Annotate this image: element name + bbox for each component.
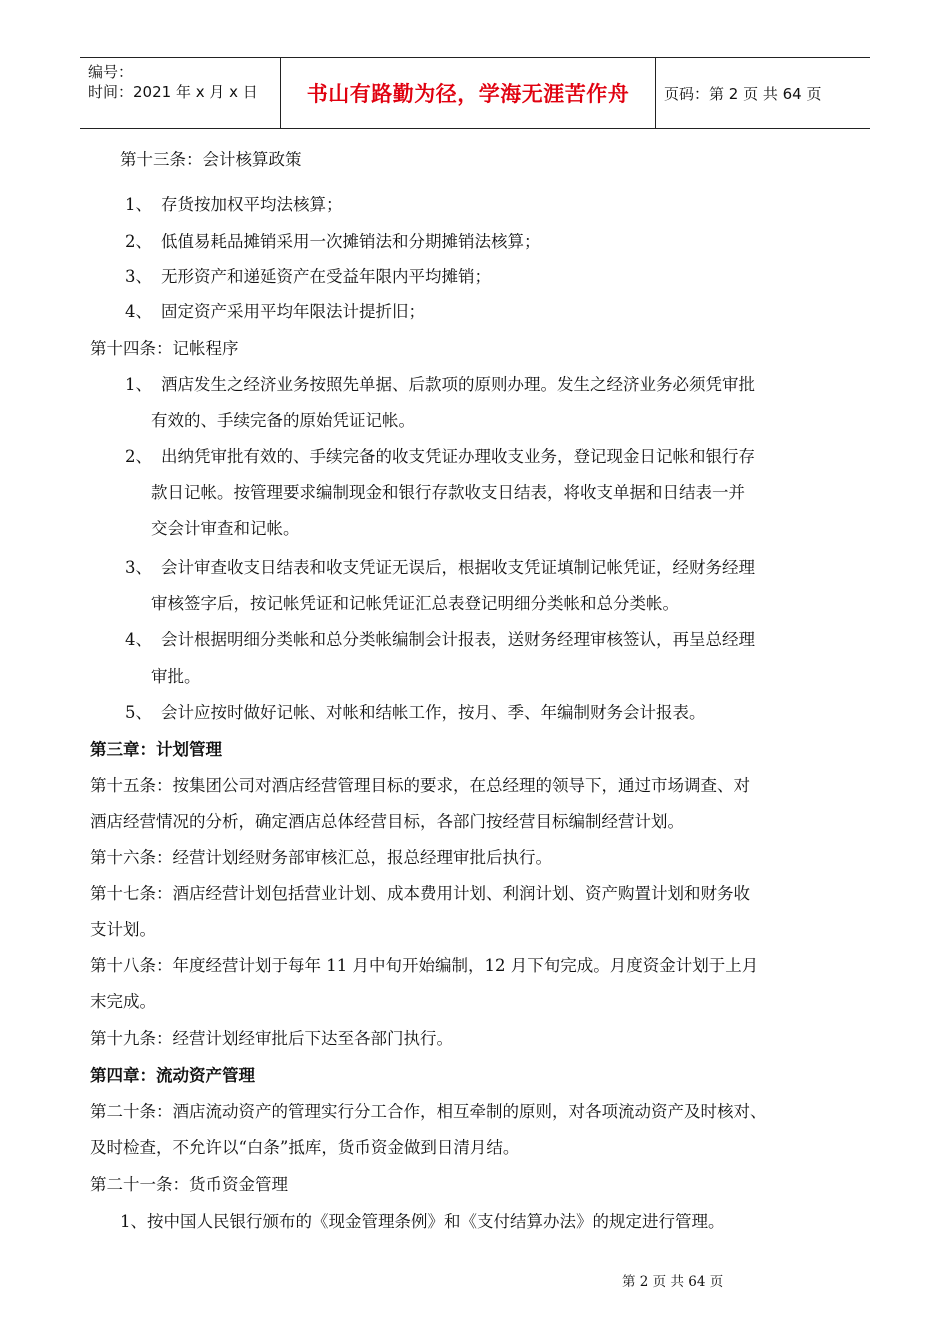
page-footer: 第 2 页 共 64 页 [622, 1274, 724, 1290]
paragraph-line: 及时检查，不允许以“白条”抵库，货币资金做到日清月结。 [90, 1138, 520, 1157]
page-header [80, 57, 870, 129]
item-continuation: 审批。 [151, 667, 201, 686]
item-number: 2、 [125, 447, 152, 466]
paragraph-line: 酒店经营情况的分析，确定酒店总体经营目标，各部门按经营目标编制经营计划。 [90, 812, 684, 831]
list-item [125, 373, 755, 397]
document-time: 时间：2021 年 x 月 x 日 [88, 83, 258, 101]
paragraph-line: 第十六条：经营计划经财务部审核汇总，报总经理审批后执行。 [90, 848, 552, 867]
item-text: 会计应按时做好记帐、对帐和结帐工作，按月、季、年编制财务会计报表。 [161, 703, 706, 722]
paragraph-line: 第十九条：经营计划经审批后下达至各部门执行。 [90, 1029, 453, 1048]
item-text: 固定资产采用平均年限法计提折旧； [161, 302, 425, 321]
header-motto: 书山有路勤为径，学海无涯苦作舟 [306, 82, 630, 106]
list-item [125, 445, 755, 469]
header-meta [88, 62, 284, 102]
paragraph-line: 支计划。 [90, 920, 156, 939]
item-number: 5、 [125, 703, 152, 722]
item-text: 会计根据明细分类帐和总分类帐编制会计报表，送财务经理审核签认，再呈总经理 [161, 630, 755, 649]
item-text: 无形资产和递延资产在受益年限内平均摊销； [161, 267, 491, 286]
list-item [125, 300, 425, 324]
paragraph-line: 第十七条：酒店经营计划包括营业计划、成本费用计划、利润计划、资产购置计划和财务收 [90, 884, 750, 903]
list-item [125, 265, 491, 289]
item-text: 低值易耗品摊销采用一次摊销法和分期摊销法核算； [161, 232, 541, 251]
article-heading: 第十四条：记帐程序 [90, 339, 239, 358]
article-heading: 第十三条：会计核算政策 [120, 150, 302, 169]
item-continuation: 审核签字后，按记帐凭证和记帐凭证汇总表登记明细分类帐和总分类帐。 [151, 594, 679, 613]
paragraph-line: 1、按中国人民银行颁布的《现金管理条例》和《支付结算办法》的规定进行管理。 [120, 1212, 725, 1231]
item-continuation: 有效的、手续完备的原始凭证记帐。 [151, 411, 415, 430]
list-item [125, 701, 706, 725]
header-page-info: 页码：第 2 页 共 64 页 [664, 84, 822, 103]
paragraph-line: 第二十条：酒店流动资产的管理实行分工合作，相互牵制的原则，对各项流动资产及时核对、 [90, 1102, 767, 1121]
header-divider [280, 58, 281, 128]
item-continuation: 款日记帐。按管理要求编制现金和银行存款收支日结表，将收支单据和日结表一并 [151, 483, 745, 502]
document-number-label: 编号： [88, 63, 134, 81]
item-number: 1、 [125, 195, 152, 214]
chapter-heading: 第三章：计划管理 [90, 740, 222, 759]
paragraph-line: 末完成。 [90, 992, 156, 1011]
item-text: 出纳凭审批有效的、手续完备的收支凭证办理收支业务，登记现金日记帐和银行存 [161, 447, 755, 466]
item-number: 3、 [125, 558, 152, 577]
paragraph-line: 第十八条：年度经营计划于每年 11 月中旬开始编制，12 月下旬完成。月度资金计划于上月 [90, 956, 759, 975]
item-number: 3、 [125, 267, 152, 286]
item-number: 4、 [125, 630, 152, 649]
header-divider [655, 58, 656, 128]
item-text: 存货按加权平均法核算； [161, 195, 343, 214]
chapter-heading: 第四章：流动资产管理 [90, 1066, 255, 1085]
list-item [125, 628, 755, 652]
item-number: 2、 [125, 232, 152, 251]
list-item [125, 230, 541, 254]
list-item [125, 556, 755, 580]
paragraph-line: 第十五条：按集团公司对酒店经营管理目标的要求，在总经理的领导下，通过市场调查、对 [90, 776, 750, 795]
item-continuation: 交会计审查和记帐。 [151, 519, 300, 538]
item-number: 1、 [125, 375, 152, 394]
item-text: 会计审查收支日结表和收支凭证无误后，根据收支凭证填制记帐凭证，经财务经理 [161, 558, 755, 577]
item-number: 4、 [125, 302, 152, 321]
item-text: 酒店发生之经济业务按照先单据、后款项的原则办理。发生之经济业务必须凭审批 [161, 375, 755, 394]
article-heading: 第二十一条：货币资金管理 [90, 1175, 288, 1194]
list-item [125, 193, 343, 217]
